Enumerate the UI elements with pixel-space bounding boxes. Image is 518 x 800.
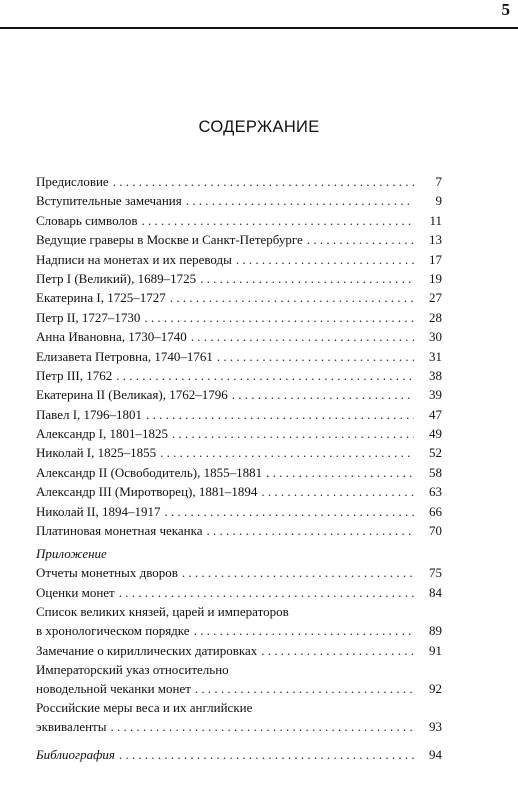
toc-entry-title: Отчеты монетных дворов: [36, 565, 178, 581]
toc-entry-page: 91: [429, 642, 442, 658]
toc-entry[interactable]: [36, 172, 442, 191]
toc-entry[interactable]: [36, 191, 442, 210]
toc-entry-page: 38: [429, 367, 442, 383]
toc-entry-title: Словарь символов: [36, 212, 138, 228]
toc-entry-page: 63: [429, 484, 442, 500]
toc-entry[interactable]: [36, 463, 442, 482]
dot-leader: [261, 641, 414, 660]
dot-leader: [119, 583, 414, 602]
dot-leader: [160, 443, 414, 462]
toc-entry-page: 9: [435, 193, 442, 209]
toc-entry-title: Николай II, 1894–1917: [36, 503, 161, 519]
header-rule: [0, 27, 518, 29]
toc-entry-title: Екатерина I, 1725–1727: [36, 290, 166, 306]
toc-entry-title: Александр II (Освободитель), 1855–1881: [36, 464, 263, 480]
toc-entry-title: новодельной чеканки монет: [36, 680, 191, 696]
toc-entry[interactable]: [36, 288, 442, 307]
toc-entry-title-line: Императорский указ относительно: [36, 661, 229, 677]
dot-leader: [144, 308, 414, 327]
toc-entry[interactable]: [36, 211, 442, 230]
toc-entry[interactable]: [36, 385, 442, 404]
toc-entry-page: 27: [429, 290, 442, 306]
toc-entry-title: Елизавета Петровна, 1740–1761: [36, 348, 213, 364]
toc-entry-title-line: Российские меры веса и их английские: [36, 700, 253, 716]
toc-entry[interactable]: [36, 583, 442, 602]
toc-entry[interactable]: [36, 269, 442, 288]
dot-leader: [146, 405, 414, 424]
toc-entry-page: 39: [429, 387, 442, 403]
toc-entry-title: Петр II, 1727–1730: [36, 309, 141, 325]
toc-entry-title: Ведущие граверы в Москве и Санкт-Петербурге: [36, 232, 303, 248]
toc-entry-page: 30: [429, 329, 442, 345]
toc-entry-title: Петр III, 1762: [36, 367, 113, 383]
toc-entry[interactable]: [36, 679, 442, 698]
toc-entry-page: 92: [429, 680, 442, 696]
dot-leader: [195, 679, 414, 698]
toc-entry-title: в хронологическом порядке: [36, 623, 190, 639]
toc-entry-title: Павел I, 1796–1801: [36, 406, 143, 422]
toc-entry[interactable]: [36, 250, 442, 269]
toc-entry-title: Надписи на монетах и их переводы: [36, 251, 232, 267]
toc-entry-page: 70: [429, 523, 442, 539]
toc-entry[interactable]: [36, 563, 442, 582]
toc-entry-page: 89: [429, 623, 442, 639]
dot-leader: [186, 191, 414, 210]
toc-entry-title: Петр I (Великий), 1689–1725: [36, 270, 197, 286]
toc-entry-page: 47: [429, 406, 442, 422]
toc-entry-page: 13: [429, 232, 442, 248]
toc-entry[interactable]: [36, 502, 442, 521]
dot-leader: [113, 172, 414, 191]
dot-leader: [236, 250, 414, 269]
toc-entry-title: Библиография: [36, 746, 115, 762]
toc-entry-title: Предисловие: [36, 174, 109, 189]
toc-entry-page: 52: [429, 445, 442, 461]
toc-entry-page: 75: [429, 565, 442, 581]
toc-entry-title: Александр I, 1801–1825: [36, 426, 168, 442]
dot-leader: [119, 745, 414, 764]
toc-entry[interactable]: [36, 327, 442, 346]
dot-leader: [307, 230, 414, 249]
dot-leader: [217, 347, 414, 366]
dot-leader: [110, 717, 414, 736]
dot-leader: [266, 463, 414, 482]
dot-leader: [232, 385, 414, 404]
page-title: СОДЕРЖАНИЕ: [198, 118, 320, 136]
toc-entry[interactable]: [36, 347, 442, 366]
toc-entry-bibliography[interactable]: [36, 745, 442, 764]
toc-entry-title: Николай I, 1825–1855: [36, 445, 157, 461]
toc-entry-title-line: Список великих князей, царей и императоров: [36, 604, 289, 620]
toc-entry[interactable]: [36, 621, 442, 640]
appendix-heading: Приложение: [36, 546, 107, 562]
toc-entry-title: Оценки монет: [36, 584, 115, 600]
toc-entry-title: Анна Ивановна, 1730–1740: [36, 329, 187, 345]
dot-leader: [170, 288, 414, 307]
toc-entry-title: Платиновая монетная чеканка: [36, 523, 203, 539]
toc-entry[interactable]: [36, 717, 442, 736]
dot-leader: [182, 563, 414, 582]
toc-entry-page: 58: [429, 464, 442, 480]
dot-leader: [191, 327, 414, 346]
toc-entry-title: Вступительные замечания: [36, 193, 182, 209]
dot-leader: [261, 482, 414, 501]
dot-leader: [207, 521, 414, 540]
dot-leader: [164, 502, 414, 521]
toc-entry[interactable]: [36, 641, 442, 660]
toc-entry-page: 49: [429, 426, 442, 442]
dot-leader: [142, 211, 414, 230]
dot-leader: [116, 366, 414, 385]
toc-entry[interactable]: [36, 230, 442, 249]
dot-leader: [172, 424, 414, 443]
toc-entry[interactable]: [36, 521, 442, 540]
toc-entry[interactable]: [36, 443, 442, 462]
toc-entry-page: 17: [429, 251, 442, 267]
toc-entry[interactable]: [36, 308, 442, 327]
toc-entry[interactable]: [36, 405, 442, 424]
toc-entry-title: Замечание о кириллических датировках: [36, 642, 258, 658]
toc-appendix-list: [36, 563, 442, 736]
toc-entry-page: 93: [429, 719, 442, 735]
table-of-contents: [36, 172, 442, 764]
toc-entry-page: 31: [429, 348, 442, 364]
toc-entry-page: 7: [435, 174, 442, 189]
dot-leader: [200, 269, 414, 288]
spacer: [36, 737, 442, 745]
toc-entry[interactable]: [36, 366, 442, 385]
toc-entry[interactable]: [36, 424, 442, 443]
toc-entry-page: 84: [429, 584, 442, 600]
dot-leader: [194, 621, 414, 640]
toc-entry[interactable]: [36, 482, 442, 501]
page-number: 5: [501, 0, 510, 19]
toc-main-list: [36, 172, 442, 540]
toc-entry-title: Александр III (Миротворец), 1881–1894: [36, 484, 258, 500]
toc-entry-page: 11: [429, 212, 442, 228]
toc-entry-page: 66: [429, 503, 442, 519]
toc-entry-page: 28: [429, 309, 442, 325]
toc-entry-page: 19: [429, 270, 442, 286]
toc-entry-title: эквиваленты: [36, 719, 107, 735]
toc-entry-page: 94: [429, 746, 442, 762]
toc-entry-title: Екатерина II (Великая), 1762–1796: [36, 387, 228, 403]
